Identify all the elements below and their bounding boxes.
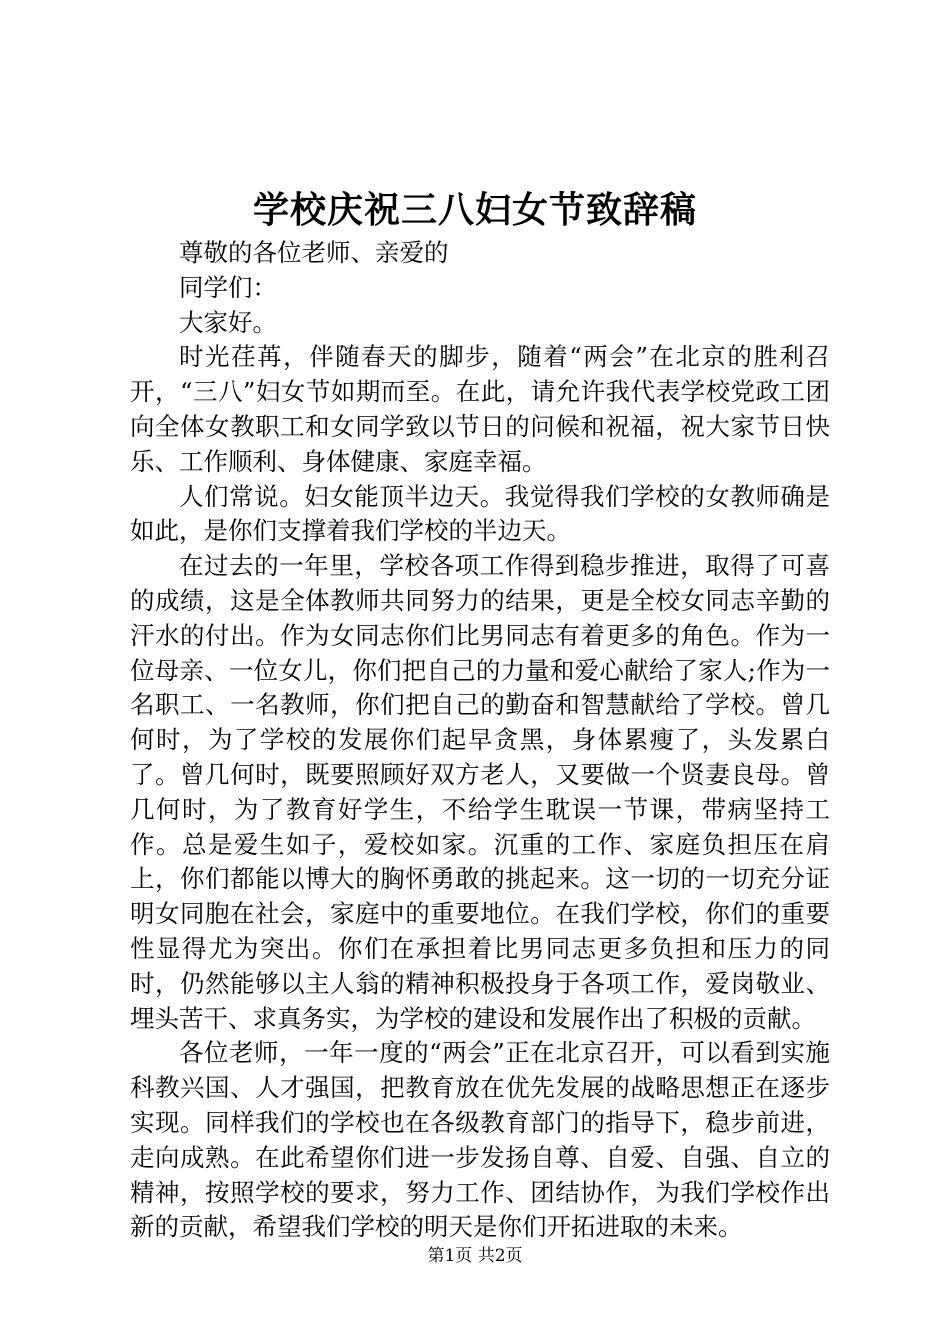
page-footer: 第1页 共2页 bbox=[427, 1246, 523, 1266]
document-body bbox=[130, 236, 830, 1245]
paragraph: 在过去的一年里，学校各项工作得到稳步推进，取得了可喜的成绩，这是全体教师共同努力的结果，更是全校女同志辛勤的汗水的付出。作为女同志你们比男同志有着更多的角色。作为一位母亲、一位女儿，你们把自己的力量和爱心献给了家人;作为一名职工、一名教师，你们把自己的勤奋和智慧献给了学校。曾几何时，为了学校的发展你们起早贪黑，身体累瘦了，头发累白了。曾几何时，既要照顾好双方老人，又要做一个贤妻良母。曾几何时，为了教育好学生，不给学生耽误一节课，带病坚持工作。总是爱生如子，爱校如家。沉重的工作、家庭负担压在肩上，你们都能以博大的胸怀勇敢的挑起来。这一切的一切充分证明女同胞在社会，家庭中的重要地位。在我们学校，你们的重要性显得尤为突出。你们在承担着比男同志更多负担和压力的同时，仍然能够以主人翁的精神积极投身于各项工作，爱岗敬业、埋头苦干、求真务实，为学校的建设和发展作出了积极的贡献。 bbox=[130, 551, 830, 1033]
paragraph: 各位老师，一年一度的“两会”正在北京召开，可以看到实施科教兴国、人才强国，把教育放在优先发展的战略思想正在逐步实现。同样我们的学校也在各级教育部门的指导下，稳步前进，走向成熟。在此希望你们进一步发扬自尊、自爱、自强、自立的精神，按照学校的要求，努力工作、团结协作，为我们学校作出新的贡献，希望我们学校的明天是你们开拓进取的未来。 bbox=[130, 1038, 830, 1242]
greeting-line-1: 尊敬的各位老师、亲爱的 bbox=[179, 238, 449, 267]
greeting-line-3: 大家好。 bbox=[179, 307, 277, 337]
paragraph: 人们常说。妇女能顶半边天。我觉得我们学校的女教师确是如此，是你们支撑着我们学校的半边天。 bbox=[130, 481, 830, 546]
greeting-line-2: 同学们： bbox=[179, 272, 277, 302]
paragraph: 时光荏苒，伴随春天的脚步，随着“两会”在北京的胜利召开，“三八”妇女节如期而至。在此，请允许我代表学校党政工团向全体女教职工和女同学致以节日的问候和祝福，祝大家节日快乐、工作顺利、身体健康、家庭幸福。 bbox=[130, 342, 830, 476]
page-title: 学校庆祝三八妇女节致辞稿 bbox=[252, 189, 697, 231]
